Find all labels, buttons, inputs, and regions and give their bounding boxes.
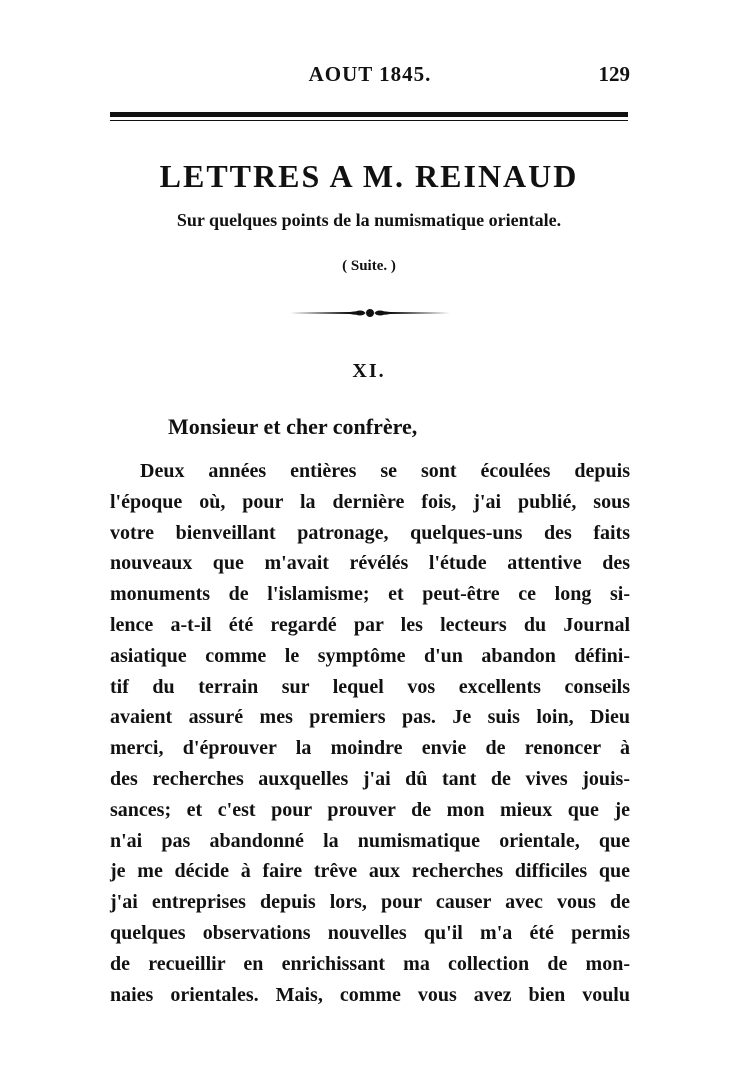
section-number: XI. bbox=[352, 360, 386, 382]
body-paragraph bbox=[110, 456, 630, 1010]
text-line: n'ai pas abandonné la numismatique orientale, que bbox=[110, 829, 630, 852]
text-line: nouveaux que m'avait révélés l'étude attentive des bbox=[110, 552, 630, 575]
text-line: tif du terrain sur lequel vos excellents conseils bbox=[110, 675, 630, 698]
text-line: j'ai entreprises depuis lors, pour causer avec vous de bbox=[110, 891, 630, 914]
continued-marker: ( Suite. ) bbox=[342, 258, 396, 274]
text-line: merci, d'éprouver la moindre envie de renoncer à bbox=[110, 737, 630, 760]
text-line: avaient assuré mes premiers pas. Je suis loin, Dieu bbox=[110, 706, 630, 729]
text-line: l'époque où, pour la dernière fois, j'ai publié, sous bbox=[110, 490, 630, 513]
text-line: Deux années entières se sont écoulées depuis bbox=[140, 460, 630, 482]
text-line: quelques observations nouvelles qu'il m'a été permis bbox=[110, 921, 630, 944]
text-line: sances; et c'est pour prouver de mon mieux que je bbox=[110, 798, 630, 821]
text-line: monuments de l'islamisme; et peut-être ce long si- bbox=[110, 583, 630, 606]
running-title: AOUT 1845. bbox=[308, 62, 432, 86]
salutation: Monsieur et cher confrère, bbox=[168, 414, 418, 439]
article-subtitle: Sur quelques points de la numismatique orientale. bbox=[176, 210, 562, 230]
text-line: asiatique comme le symptôme d'un abandon défini- bbox=[110, 644, 630, 667]
ornament-divider-icon bbox=[290, 305, 450, 321]
header-rule-thin bbox=[110, 120, 628, 121]
text-line: naies orientales. Mais, comme vous avez bien voulu bbox=[110, 983, 630, 1006]
text-line: je me décide à faire trêve aux recherches difficiles que bbox=[110, 860, 630, 883]
text-line: votre bienveillant patronage, quelques-uns des faits bbox=[110, 521, 630, 544]
running-head bbox=[110, 62, 630, 92]
text-line: de recueillir en enrichissant ma collection de mon- bbox=[110, 952, 630, 975]
text-line: lence a-t-il été regardé par les lecteurs du Journal bbox=[110, 613, 630, 636]
header-rule-thick bbox=[110, 112, 628, 117]
text-line: des recherches auxquelles j'ai dû tant de vives jouis- bbox=[110, 767, 630, 790]
article-title: LETTRES A M. REINAUD bbox=[159, 158, 579, 194]
page-number: 129 bbox=[598, 62, 630, 86]
